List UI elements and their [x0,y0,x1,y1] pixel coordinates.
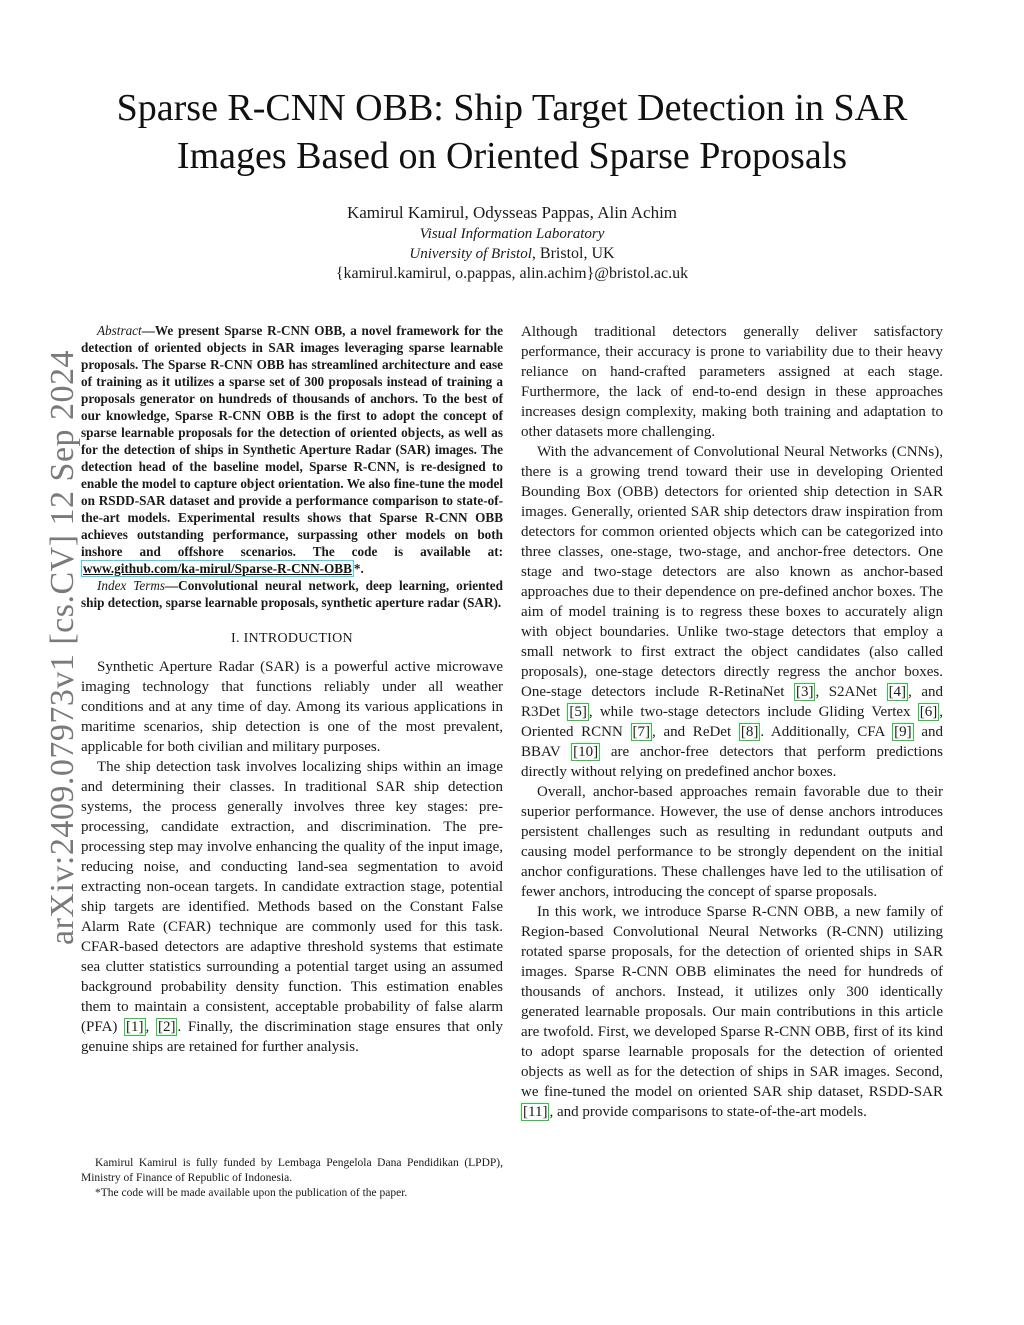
left-column [81,322,503,1057]
intro-paragraph-1: Synthetic Aperture Radar (SAR) is a powerful active microwave imaging technology that functions reliably under all weather conditions and at any time of day. Among its various applications in maritime scenarios, ship detection is one of the most prevalent, applicable for both civilian and military purposes. [81,659,503,755]
body-paragraph [521,442,943,782]
body-text: are anchor-free detectors that perform predictions directly without relying on predefined anchor boxes. [521,744,943,780]
body-text: , and provide comparisons to state-of-the-art models. [549,1104,867,1120]
citation-link[interactable]: [7] [632,724,651,740]
intro-paragraph-2-end: . Finally, the discrimination stage ensures that only genuine ships are retained for further analysis. [81,1019,503,1055]
body-text: , S2ANet [815,684,887,700]
citation-link[interactable]: [11] [523,1104,548,1120]
introduction-body [81,657,503,1057]
title-line-2: Images Based on Oriented Sparse Proposals [176,135,848,177]
abstract-paragraph [81,322,503,577]
author-emails: {kamirul.kamirul, o.pappas, alin.achim}@bristol.ac.uk [335,265,689,282]
right-column [521,322,943,1122]
body-text: With the advancement of Convolutional Neural Networks (CNNs), there is a growing trend toward their use in developing Oriented Bounding Box (OBB) detectors for oriented ship detection in SAR images. Generally, oriented SAR ship detectors draw inspiration from detectors for common oriented objects which can be categorized into three classes, one-stage, two-stage, and anchor-free detectors. One stage and two-stage detectors are also known as anchor-based approaches due to their dependence on pre-defined anchor boxes. The aim of model training is to regress these boxes to accurately align with object boundaries. Unlike two-stage detectors that employ a small network to first extract the object candidates (also called proposals), one-stage detectors directly regress the anchor boxes. One-stage detectors include R-RetinaNet [521,444,943,700]
body-paragraph: Although traditional detectors generally deliver satisfactory performance, their accuracy is prone to variability due to their heavy reliance on hand-crafted parameters assigned at each stage. Furthermore, the lack of end-to-end design in these approaches increases design complexity, making both training and adaptation to other datasets more challenging. [521,324,943,440]
body-text: and BBAV [521,724,943,760]
university-location: , Bristol, UK [531,245,615,262]
intro-paragraph-2 [81,757,503,1057]
body-text: , while two-stage detectors include Gliding Vertex [588,704,918,720]
code-link[interactable]: www.github.com/ka-mirul/Sparse-R-CNN-OBB [83,561,352,576]
paper-title [60,84,964,180]
abstract-label: Abstract [97,323,142,338]
body-text: , and ReDet [652,724,739,740]
intro-paragraph-2-text: The ship detection task involves localizing ships within an image and determining their classes. In traditional SAR ship detection systems, the process generally involves three key stages: pre-processing, candidate extraction, and discrimination. The pre-processing step may involve enhancing the quality of the input image, reducing noise, and conducting land-sea segmentation to avoid extracting non-ocean targets. In candidate extraction stage, potential ship targets are identified. Methods based on the Constant False Alarm Rate (CFAR) technique are commonly used for this task. CFAR-based detectors are adaptive threshold systems that estimate sea clutter statistics surrounding a potential target using an assumed background probability density function. This estimation enables them to maintain a consistent, acceptable probability of false alarm (PFA) [81,759,503,1035]
index-terms [81,577,503,611]
footnote-code: *The code will be made available upon the publication of the paper. [95,1187,408,1199]
citation-link[interactable]: [4] [888,684,907,700]
citation-separator: , [145,1019,156,1035]
footnotes [81,1156,503,1201]
abstract-text: —We present Sparse R-CNN OBB, a novel framework for the detection of oriented objects in SAR images leveraging sparse learnable proposals. The Sparse R-CNN OBB has streamlined architecture and ease of training as it utilizes a sparse set of 300 proposals instead of training a proposals generator on hundreds of thousands of anchors. To the best of our knowledge, Sparse R-CNN OBB is the first to adopt the concept of sparse learnable proposals for the detection of oriented objects, as well as for the detection of ships in Synthetic Aperture Radar (SAR) images. The detection head of the baseline model, Sparse R-CNN, is re-designed to enable the model to capture object orientation. We also fine-tune the model on RSDD-SAR dataset and provide a performance comparison to state-of-the-art models. Experimental results shows that Sparse R-CNN OBB achieves outstanding performance, surpassing other models on both inshore and offshore scenarios. The code is available at: [81,323,503,559]
citation-link[interactable]: [6] [919,704,938,720]
arxiv-id: arXiv:2409.07973v1 [cs.CV] 12 Sep 2024 [44,349,81,945]
footnote-funding: Kamirul Kamirul is fully funded by Lembaga Pengelola Dana Pendidikan (LPDP), Ministry of Finance of Republic of Indonesia. [81,1157,503,1184]
university-name: University of Bristol [409,246,532,262]
body-text: In this work, we introduce Sparse R-CNN OBB, a new family of Region-based Convolutional Neural Networks (R-CNN) utilizing rotated sparse proposals, for the detection of oriented ships in SAR images. Sparse R-CNN OBB eliminates the need for hundreds of thousands of anchors. Instead, it utilizes only 300 identically generated learnable proposals. Our main contributions in this article are twofold. First, we developed Sparse R-CNN OBB, first of its kind to adopt sparse learnable proposals for the detection of oriented objects as well as for the detection of ships in SAR images. Second, we fine-tuned the model on oriented SAR ship dataset, RSDD-SAR [521,904,943,1100]
citation-link[interactable]: [10] [573,744,599,760]
affiliation-university [60,244,964,264]
arxiv-stamp [0,0,81,1325]
citation-link[interactable]: [3] [795,684,814,700]
title-line-1: Sparse R-CNN OBB: Ship Target Detection in SAR [116,87,908,129]
citation-link[interactable]: [2] [157,1019,176,1035]
author-names: Kamirul Kamirul, Odysseas Pappas, Alin Achim [346,203,678,222]
right-column-body [521,322,943,1122]
citation-link[interactable]: [9] [894,724,912,740]
body-paragraph [521,902,943,1122]
abstract [81,322,503,611]
body-text: . Additionally, CFA [760,724,893,740]
abstract-tail: *. [353,561,364,576]
index-terms-label: Index Terms [97,578,165,593]
body-text: , and R3Det [521,684,943,720]
index-terms-text: —Convolutional neural network, deep learning, oriented ship detection, sparse learnable proposals, synthetic aperture radar (SAR). [81,578,503,610]
section-heading-introduction: I. INTRODUCTION [231,631,353,646]
citation-link[interactable]: [8] [740,724,759,740]
body-paragraph: Overall, anchor-based approaches remain favorable due to their superior performance. However, the use of dense anchors introduces persistent challenges such as resulting in redundant outputs and causing model performance to be strongly dependent on the initial anchor configurations. These challenges have led to the utilisation of fewer anchors, introducing the concept of sparse proposals. [521,784,943,900]
citation-link[interactable]: [1] [126,1019,144,1035]
citation-link[interactable]: [5] [569,704,587,720]
author-block [60,203,964,284]
affiliation-lab: Visual Information Laboratory [419,226,605,242]
body-text: , Oriented RCNN [521,704,943,740]
